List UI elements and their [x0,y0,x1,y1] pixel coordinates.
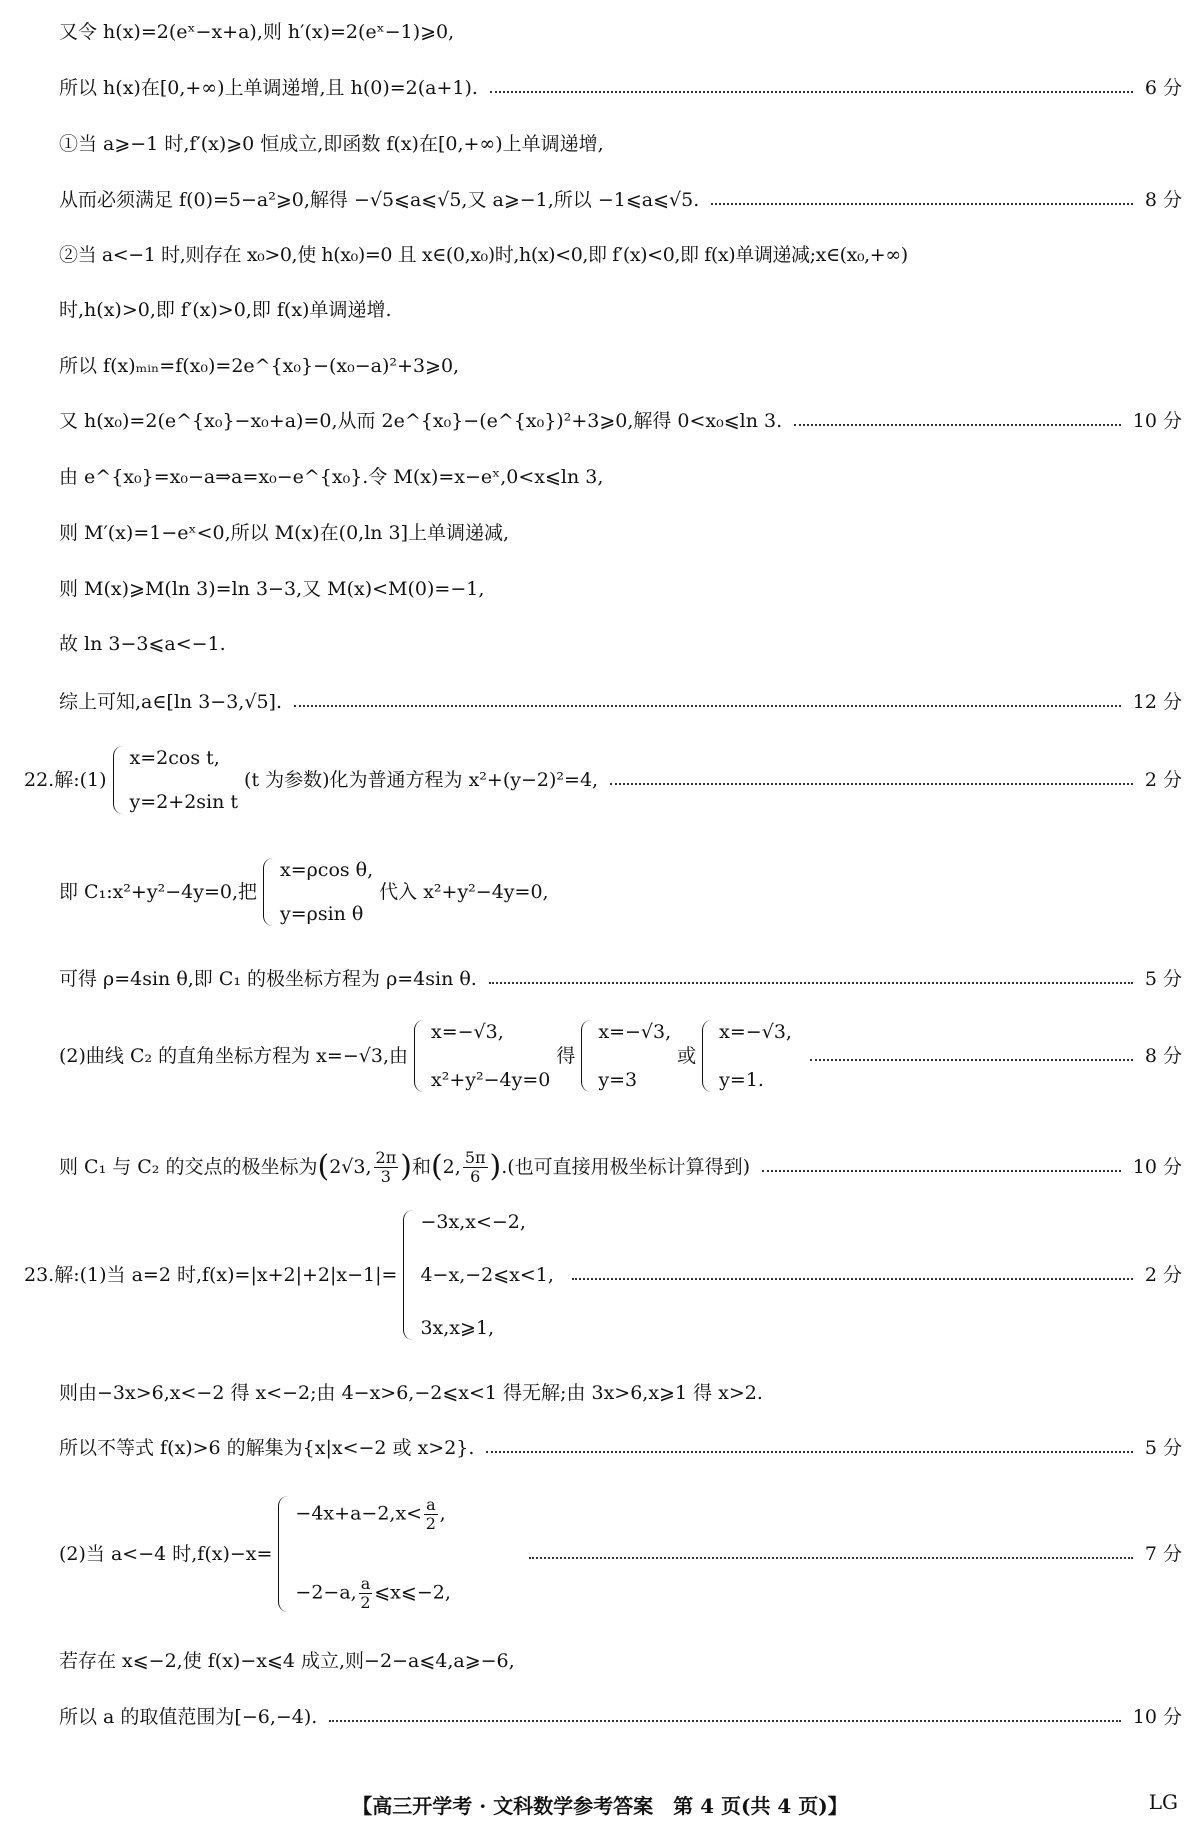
q22-part1 [24,746,1182,814]
line-text: (2)当 a<−4 时,f(x)−x= [59,1543,273,1565]
solution-line [59,298,1182,322]
brace-icon [278,1496,289,1612]
solution-line [59,354,1182,378]
open-paren: ( [317,1149,330,1184]
piecewise-system [403,1210,553,1340]
point-coordinate: 2√3, [329,1156,372,1178]
open-paren: ( [430,1149,443,1184]
brace-icon [414,1020,425,1092]
leader-dots [294,705,1121,707]
fraction: $\frac{a}{2}$ [360,1574,371,1612]
score-mark: 6 分 [1144,77,1182,99]
line-text: 从而必须满足 f(0)=5−a²⩾0,解得 −√5⩽a⩽√5,又 a⩾−1,所以 −1⩽a⩽√5. [59,189,700,211]
line-text: 则 M(x)⩾M(ln 3)=ln 3−3,又 M(x)<M(0)=−1, [59,578,485,600]
equation-system [113,746,239,814]
leader-dots [610,783,1133,785]
leader-dots [486,1451,1132,1453]
line-text: 所以 a 的取值范围为[−6,−4). [59,1706,318,1728]
leader-dots [572,1278,1133,1280]
score-mark: 2 分 [1144,1264,1182,1286]
page-footer: 【高三开学考 · 文科数学参考答案 第 4 页(共 4 页)】 [352,1794,848,1818]
line-text: .(也可直接用极坐标计算得到) [501,1156,751,1178]
line-text: (2)曲线 C₂ 的直角坐标方程为 x=−√3,由 [59,1045,408,1067]
q23-exist-line [59,1649,1182,1673]
equation-system [414,1020,550,1092]
score-mark: 10 分 [1132,1706,1182,1728]
brace-icon [263,858,274,926]
case-row: y=2+2sin t [129,791,239,813]
case-row: y=1. [719,1069,764,1091]
q22-part2 [59,1020,1182,1092]
case-row: −3x,x<−2, [420,1211,526,1233]
score-mark: 10 分 [1132,1156,1182,1178]
solution-line [59,577,1182,601]
brace-icon [113,746,124,814]
q23-set-line [59,1436,1182,1460]
leader-dots [489,982,1133,984]
line-text: 可得 ρ=4sin θ,即 C₁ 的极坐标方程为 ρ=4sin θ. [59,968,477,990]
close-paren: ) [400,1149,412,1184]
score-mark: 7 分 [1144,1543,1182,1565]
line-text: 代入 x²+y²−4y=0, [379,881,549,903]
score-mark: 8 分 [1144,189,1182,211]
q23-range-line [59,1705,1182,1729]
solution-line [59,76,1182,100]
fraction: $\frac{a}{2}$ [425,1495,436,1533]
score-mark: 5 分 [1144,1437,1182,1459]
score-mark: 10 分 [1132,410,1182,432]
line-text: 又 h(x₀)=2(e^{x₀}−x₀+a)=0,从而 2e^{x₀}−(e^{x₀})²+3⩾0,解得 0<x₀⩽ln 3. [59,410,783,432]
close-paren: ) [489,1149,502,1184]
fraction: $\frac{5\pi}{6}$ [464,1147,486,1186]
brace-icon [702,1020,713,1092]
score-mark: 5 分 [1144,968,1182,990]
leader-dots [762,1170,1121,1172]
score-mark: 8 分 [1144,1045,1182,1067]
case-row: −2−a, $\frac{a}{2}$ ⩽x⩽−2, [295,1574,451,1612]
case-row: 3x,x⩾1, [420,1317,495,1339]
line-text: 或 [677,1045,697,1067]
case-row: x=−√3, [430,1021,504,1043]
line-text: 综上可知,a∈[ln 3−3,√5]. [59,691,282,713]
q22-head: 22.解:(1) [24,769,107,791]
case-row: y=ρsin θ [280,903,364,925]
case-row: x=2cos t, [129,747,220,769]
footer-code: LG [1148,1790,1178,1814]
solution-line [59,132,1182,156]
line-text: 和 [411,1156,431,1178]
line-text: 由 e^{x₀}=x₀−a⇒a=x₀−e^{x₀}.令 M(x)=x−eˣ,0<x⩽ln 3, [59,466,604,488]
line-text: 则 C₁ 与 C₂ 的交点的极坐标为 [59,1156,318,1178]
solution-line [59,465,1182,489]
line-text: (t 为参数)化为普通方程为 x²+(y−2)²=4, [244,769,599,791]
case-row: x=−√3, [598,1021,672,1043]
brace-icon [581,1020,592,1092]
q22-polar-line [59,967,1182,991]
line-text: ②当 a<−1 时,则存在 x₀>0,使 h(x₀)=0 且 x∈(0,x₀)时,h(x)<0,即 f′(x)<0,即 f(x)单调递减;x∈(x₀,+∞) [59,244,908,266]
leader-dots [810,1059,1133,1061]
solution-line [59,521,1182,545]
case-row: x=−√3, [719,1021,792,1043]
solution-line [59,409,1182,433]
case-row: x²+y²−4y=0 [430,1069,551,1091]
score-mark: 2 分 [1144,769,1182,791]
solution-line [59,243,1182,267]
line-text: 得 [556,1045,576,1067]
leader-dots [490,91,1133,93]
equation-system [702,1020,792,1092]
score-mark: 12 分 [1132,691,1182,713]
line-text: 故 ln 3−3⩽a<−1. [59,633,226,655]
leader-dots [711,203,1133,205]
case-row: y=3 [598,1069,638,1091]
solution-line [59,690,1182,714]
piecewise-system [278,1496,450,1612]
brace-icon [403,1210,414,1340]
case-row: 4−x,−2⩽x<1, [420,1264,554,1286]
equation-system [581,1020,671,1092]
line-text: 时,h(x)>0,即 f′(x)>0,即 f(x)单调递增. [59,299,392,321]
q23-head: 23.解:(1)当 a=2 时,f(x)=|x+2|+2|x−1|= [24,1264,398,1286]
q23-solve-line [59,1381,1182,1405]
line-text: 所以 f(x)ₘᵢₙ=f(x₀)=2e^{x₀}−(x₀−a)²+3⩾0, [59,355,460,377]
leader-dots [329,1720,1120,1722]
q23-part2 [59,1496,1182,1612]
q23-part1 [24,1210,1182,1340]
line-text: 所以 h(x)在[0,+∞)上单调递增,且 h(0)=2(a+1). [59,77,478,99]
case-row: x=ρcos θ, [280,859,374,881]
solution-line [59,632,1182,656]
leader-dots [794,424,1121,426]
line-text: 若存在 x⩽−2,使 f(x)−x⩽4 成立,则−2−a⩽4,a⩾−6, [59,1650,515,1672]
point-coordinate: 2, [442,1156,461,1178]
fraction: $\frac{2\pi}{3}$ [375,1147,397,1186]
line-text: 即 C₁:x²+y²−4y=0,把 [59,881,257,903]
line-text: ①当 a⩾−1 时,f′(x)⩾0 恒成立,即函数 f(x)在[0,+∞)上单调递增, [59,133,604,155]
solution-line [59,188,1182,212]
line-text: 则 M′(x)=1−eˣ<0,所以 M(x)在(0,ln 3]上单调递减, [59,522,510,544]
equation-system [263,858,373,926]
leader-dots [529,1557,1133,1559]
line-text: 又令 h(x)=2(eˣ−x+a),则 h′(x)=2(eˣ−1)⩾0, [59,21,455,43]
solution-line [59,20,1182,44]
q22-intersection-line [59,1145,1182,1189]
line-text: 则由−3x>6,x<−2 得 x<−2;由 4−x>6,−2⩽x<1 得无解;由 3x>6,x⩾1 得 x>2. [59,1382,763,1404]
case-row: −4x+a−2,x< $\frac{a}{2}$ , [295,1495,446,1533]
q22-c1-line [59,858,1182,926]
line-text: 所以不等式 f(x)>6 的解集为{x|x<−2 或 x>2}. [59,1437,475,1459]
